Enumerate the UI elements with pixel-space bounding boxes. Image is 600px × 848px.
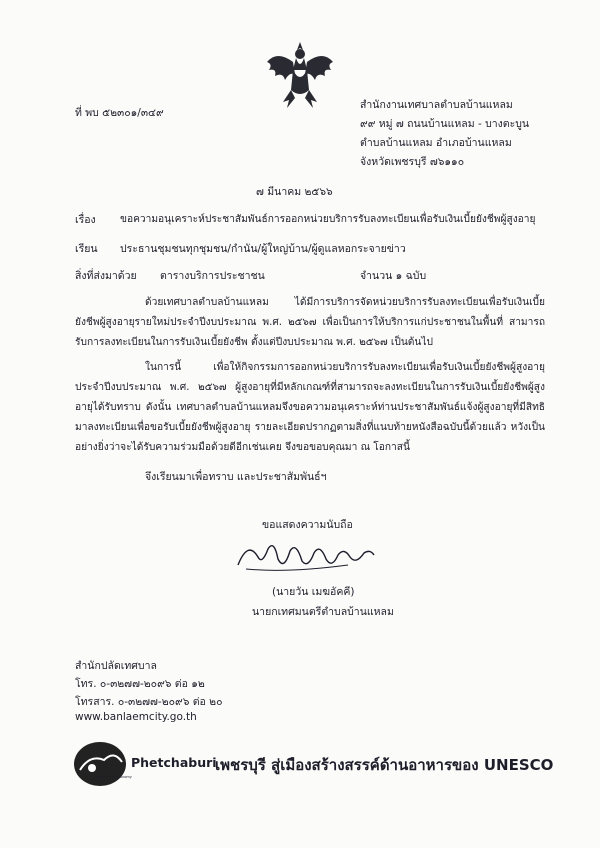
recipient-text: ประธานชุมชนทุกชุมชน/กำนัน/ผู้ใหญ่บ้าน/ผู้ดูแลหอกระจายข่าว [120,243,406,255]
office-name: สำนักงานเทศบาลตำบลบ้านแหลม [360,99,513,111]
letter-date: ๗ มีนาคม ๒๕๖๖ [256,186,333,198]
footer-fax: โทรสาร. ๐-๓๒๗๗-๒๐๙๖ ต่อ ๒๐ [75,696,223,708]
office-address-line-3: จังหวัดเพชรบุรี ๗๖๑๑๐ [360,156,465,168]
closing-phrase: ขอแสดงความนับถือ [262,519,353,531]
body-paragraph-3: จึงเรียนมาเพื่อทราบ และประชาสัมพันธ์ฯ [145,471,327,483]
banner-english: Phetchaburi [131,755,217,770]
enclosure-text: ตารางบริการประชาชน [160,270,265,282]
banner-thai: เพชรบุรี สู่เมืองสร้างสรรค์ด้านอาหารของ UNESCO [215,756,554,774]
handwritten-signature [228,535,378,575]
garuda-emblem [263,40,337,110]
footer-website: www.banlaemcity.go.th [75,711,197,723]
office-address-line-1: ๙๙ หมู่ ๗ ถนนบ้านแหลม - บางตะบูน [360,118,530,130]
subject-label: เรื่อง [75,214,96,226]
signatory-name: (นายวัน เมฆอัคคี) [272,586,355,598]
footer-phone: โทร. ๐-๓๒๗๗-๒๐๙๖ ต่อ ๑๒ [75,678,205,690]
recipient-label: เรียน [75,243,98,255]
subject-text: ขอความอนุเคราะห์ประชาสัมพันธ์การออกหน่วยบริการรับลงทะเบียนเพื่อรับเงินเบี้ยยังชีพผู้สูงอายุ [120,214,536,225]
body-paragraph-2: ในการนี้ เพื่อให้กิจกรรมการออกหน่วยบริการรับลงทะเบียนเพื่อรับเงินเบี้ยยังชีพผู้สูงอายุ ประจำปีงบประมาณ พ.ศ. ๒๕๖๗ ผู้สูงอายุที่มีหลักเกณฑ์ที่สามารถจะลงทะเบียนในการรับเงินเบี้ยยังชีพผู้สูงอายุได้รับทราบ ดังนั้น เทศบาลตำบลบ้านแหลมจึงขอความอนุเคราะห์ท่านประชาสัมพันธ์แจ้งผู้สูงอายุที่มีสิทธิมาลงทะเบียนเพื่อขอรับเบี้ยยังชีพผู้สูงอายุ รายละเอียดปรากฏตามสิ่งที่แนบท้ายหนังสือฉบับนี้ด้วยแล้ว หวังเป็นอย่างยิ่งว่าจะได้รับความร่วมมือด้วยดีอีกเช่นเคย จึงขอขอบคุณมา ณ โอกาสนี้ [75,362,545,453]
city-of-gastronomy-logo [70,740,128,792]
enclosure-quantity: จำนวน ๑ ฉบับ [360,270,427,282]
footer-department: สำนักปลัดเทศบาล [75,660,157,672]
logo-caption: City of Gastronomy [98,775,132,779]
enclosure-label: สิ่งที่ส่งมาด้วย [75,270,137,282]
document-number: ที่ พบ ๕๒๓๐๑/๓๔๙ [75,107,164,119]
office-address-line-2: ตำบลบ้านแหลม อำเภอบ้านแหลม [360,137,512,149]
signatory-position: นายกเทศมนตรีตำบลบ้านแหลม [252,606,394,618]
body-paragraph-1: ด้วยเทศบาลตำบลบ้านแหลม ได้มีการบริการจัดหน่วยบริการรับลงทะเบียนเพื่อรับเงินเบี้ยยังชีพผู้สูงอายุรายใหม่ประจำปีงบประมาณ พ.ศ. ๒๕๖๗ เพื่อเป็นการให้บริการแก่ประชาชนในพื้นที่ สามารถรับการลงทะเบียนในการรับเงินเบี้ยยังชีพ ตั้งแต่ปีงบประมาณ พ.ศ. ๒๕๖๗ เป็นต้นไป [75,297,545,348]
